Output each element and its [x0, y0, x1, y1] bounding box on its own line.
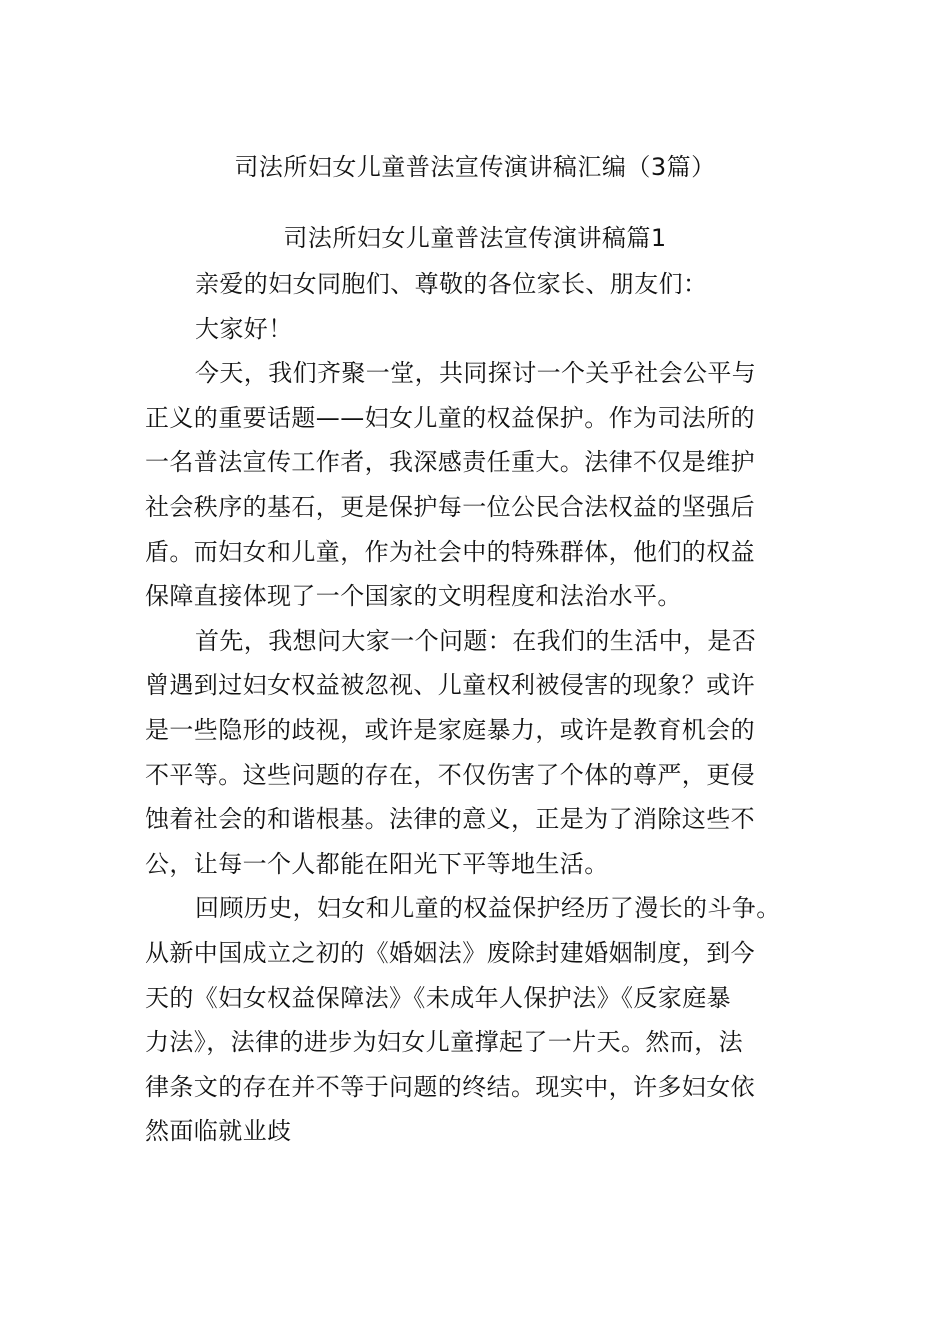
text-line: 盾。而妇女和儿童，作为社会中的特殊群体，他们的权益	[145, 537, 755, 566]
text-line: 曾遇到过妇女权益被忽视、儿童权利被侵害的现象？或许	[145, 671, 755, 700]
text-line: 天的《妇女权益保障法》《未成年人保护法》《反家庭暴	[145, 983, 731, 1012]
text-line: 首先，我想问大家一个问题：在我们的生活中，是否	[195, 626, 757, 655]
document-title: 司法所妇女儿童普法宣传演讲稿汇编（3篇）	[234, 153, 716, 181]
section-title: 司法所妇女儿童普法宣传演讲稿篇1	[283, 224, 667, 252]
text-line: 保障直接体现了一个国家的文明程度和法治水平。	[145, 582, 682, 611]
text-line: 不平等。这些问题的存在，不仅伤害了个体的尊严，更侵	[145, 760, 755, 789]
text-line: 一名普法宣传工作者，我深感责任重大。法律不仅是维护	[145, 448, 755, 477]
text-line: 力法》，法律的进步为妇女儿童撑起了一片天。然而，法	[145, 1028, 743, 1057]
text-line: 今天，我们齐聚一堂，共同探讨一个关乎社会公平与	[195, 359, 757, 388]
text-line: 律条文的存在并不等于问题的终结。现实中，许多妇女依	[145, 1072, 755, 1101]
text-line: 亲爱的妇女同胞们、尊敬的各位家长、朋友们：	[195, 270, 708, 298]
body-text	[145, 262, 817, 1154]
text-line: 大家好！	[195, 314, 293, 343]
text-line: 是一些隐形的歧视，或许是家庭暴力，或许是教育机会的	[145, 715, 755, 744]
text-line: 回顾历史，妇女和儿童的权益保护经历了漫长的斗争。	[195, 894, 781, 923]
text-line: 蚀着社会的和谐根基。法律的意义，正是为了消除这些不	[145, 805, 755, 834]
text-line: 社会秩序的基石，更是保护每一位公民合法权益的坚强后	[145, 492, 755, 521]
text-line: 从新中国成立之初的《婚姻法》废除封建婚姻制度，到今	[145, 938, 755, 967]
text-line: 公，让每一个人都能在阳光下平等地生活。	[145, 849, 609, 878]
text-line: 正义的重要话题——妇女儿童的权益保护。作为司法所的	[145, 403, 755, 432]
text-line: 然面临就业歧	[145, 1117, 292, 1146]
